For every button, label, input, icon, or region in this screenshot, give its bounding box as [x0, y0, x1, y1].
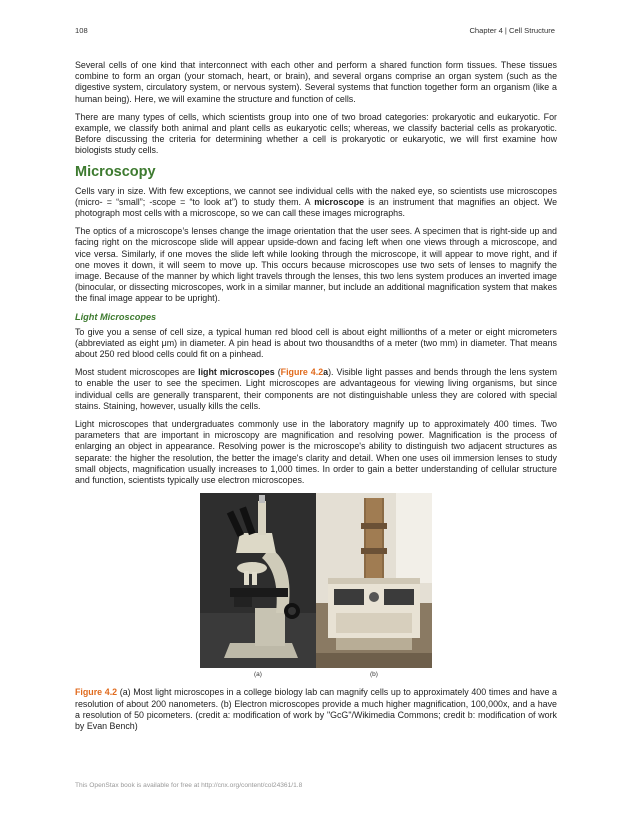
caption-text: (a) Most light microscopes in a college biology lab can magnify cells up to approximately 400 times and have a resolution of about 200 nanometers. (b) Electron microscopes provide a much higher magnification, 100,000x, and a have a resolution of 50 picometers. (credit a: modification of work by "GcG"/Wikimedia Commons; credit b: modification of work by Evan Bench): [75, 687, 557, 731]
text-run: Cells vary in size. With few exceptions, we cannot see individual cells with the naked eye, so scientists use microscopes (micro- = “small”; -scope = “to look at”) to study them. A: [75, 185, 557, 207]
electron-microscope-photo: [316, 493, 432, 668]
light-microscope-photo: [200, 493, 316, 668]
text-run: ). Visible light passes and bends through the lens system to enable the user to see the specimen. Light microscopes are advantageous for viewing living organisms, but since individual cells are generally transparent, their components are not distinguishable unless they are colored with special stains. Staining, however, usually kills the cells.: [75, 367, 558, 411]
page-footer[interactable]: This OpenStax book is available for free at http://cnx.org/content/col24361/1.8: [75, 782, 303, 789]
figure-4-2-link[interactable]: Figure 4.2: [280, 367, 324, 378]
text-run: is an instrument that magnifies an object. We photograph most cells with a microscope, so we can call these images micrographs.: [75, 196, 558, 219]
electron-microscope-image: [316, 493, 432, 668]
caption-figure-label: Figure 4.2: [75, 687, 118, 698]
figure-panel-labels: [200, 671, 432, 683]
term-light-microscopes: light microscopes: [198, 367, 275, 378]
light-microscope-image: [200, 493, 316, 668]
page-body: [75, 60, 557, 732]
page-number: 108: [75, 26, 88, 35]
paragraph-cell-size: [75, 186, 557, 220]
chapter-header: Chapter 4 | Cell Structure: [469, 26, 555, 35]
text-run: Most student microscopes are: [75, 367, 199, 378]
paragraph-red-blood-cell: To give you a sense of cell size, a typical human red blood cell is about eight millionths of a meter or eight micrometers (abbreviated as eight μm) in diameter. A pin head is about two thousandths of a meter (two mm) in diameter. That means about 250 red blood cells could fit on a pinhead.: [75, 326, 557, 360]
panel-label-a: (a): [254, 671, 262, 679]
figure-caption: [75, 687, 557, 732]
paragraph-optics: The optics of a microscope’s lenses change the image orientation that the user sees. A specimen that is right-side up and facing right on the microscope slide will appear upside-down and facing left when one views through a microscope, and vice versa. Similarly, if one moves the slide left while looking through the microscope, it will appear to move right, and if one moves it down, it will seem to move up. This occurs because microscopes use two sets of lenses to magnify the image. Because of the manner by which light travels through the lenses, this two lens system produces an inverted image (binocular, or dissecting microscopes, work in a similar manner, but include an additional magnification system that makes the final image appear to be upright).: [75, 226, 557, 304]
paragraph-tissues: Several cells of one kind that interconnect with each other and perform a shared function form tissues. These tissues combine to form an organ (your stomach, heart, or brain), and several organs comprise an organ system (such as the digestive system, circulatory system, or nervous system). Several systems that function together form an organism (like a human being). Here, we will examine the structure and function of cells.: [75, 60, 557, 104]
subsection-heading-light-microscopes: Light Microscopes: [75, 311, 157, 322]
paragraph-magnification: Light microscopes that undergraduates commonly use in the laboratory magnify up to approximately 400 times. Two parameters that are important in microscopy are magnification and resolving power. Magnification is the process of enlarging an object in appearance. Resolving power is the microscope's ability to distinguish two adjacent structures as separate: the higher the resolution, the better the image's clarity and detail. When one uses oil immersion lenses to study small objects, magnification usually increases to 1,000 times. In order to gain a better understanding of cellular structure and function, scientists typically use electron microscopes.: [75, 419, 557, 486]
term-microscope: microscope: [314, 196, 365, 207]
text-run: (: [274, 367, 281, 378]
paragraph-student-microscopes: [75, 367, 557, 412]
paragraph-cell-types: There are many types of cells, which scientists group into one of two broad categories: prokaryotic and eukaryotic. For example, we classify both animal and plant cells as eukaryotic cells; whereas, we classify bacterial cells as prokaryotic. Before discussing the criteria for determining whether a cell is prokaryotic or eukaryotic, we will first examine how biologists study cells.: [75, 111, 557, 156]
panel-label-b: (b): [370, 671, 378, 679]
section-heading-microscopy: Microscopy: [75, 163, 156, 180]
figure-4-2: [200, 493, 432, 668]
text-run: a: [323, 367, 329, 378]
